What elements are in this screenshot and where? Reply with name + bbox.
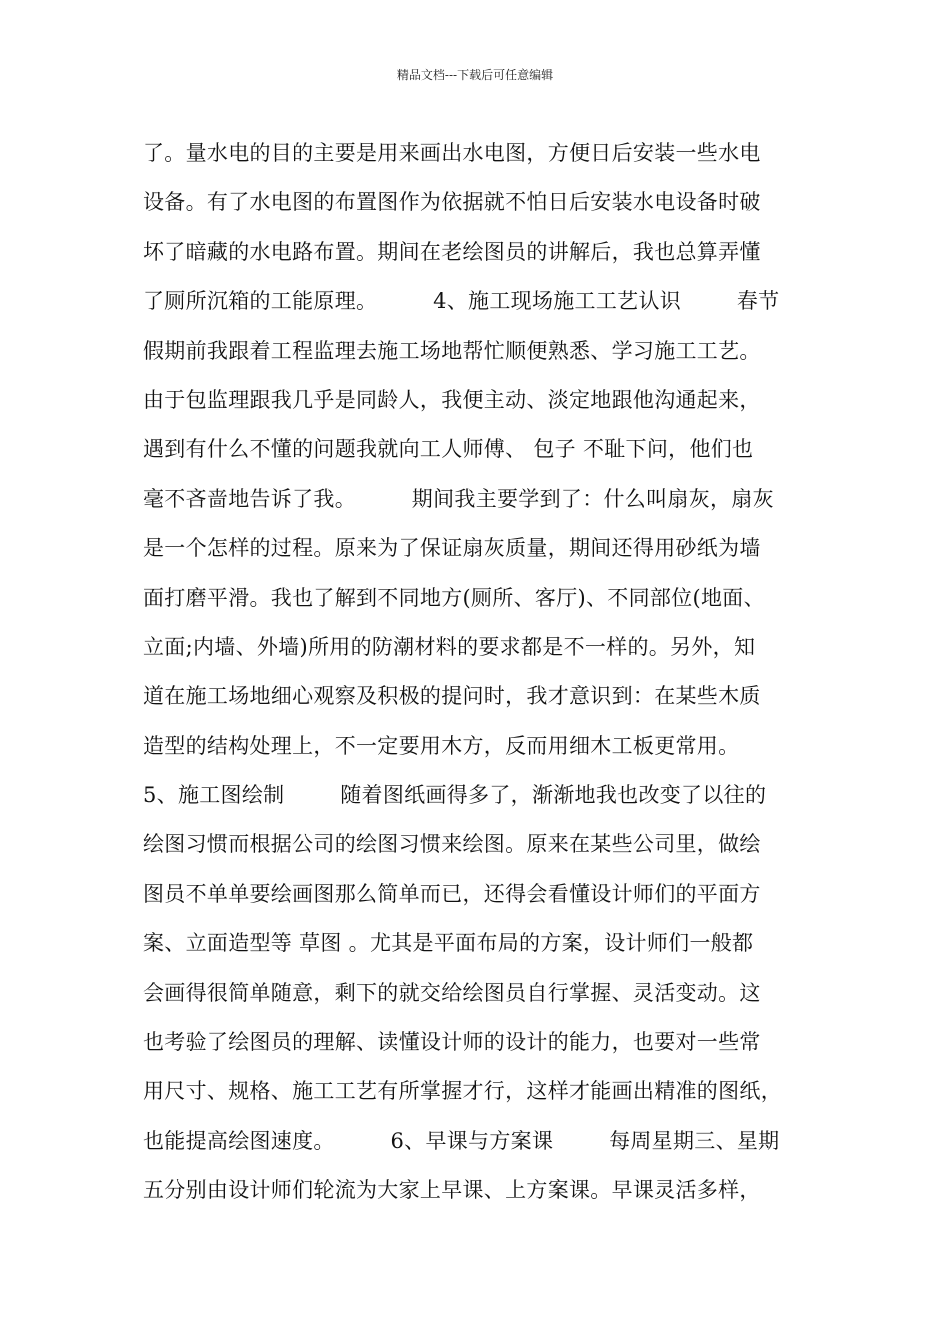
document-body [143,131,823,1218]
body-line: 了。量水电的目的主要是用来画出水电图，方便日后安装一些水电 [143,141,761,165]
body-line: 案、立面造型等 草图 。尤其是平面布局的方案，设计师们一般都 [143,931,754,956]
body-line: 造型的结构处理上，不一定要用木方，反而用细木工板更常用。 [143,733,740,758]
body-line: 也考验了绘图员的理解、读懂设计师的设计的能力，也要对一些常 [143,1030,761,1055]
body-line: 由于包监理跟我几乎是同龄人，我便主动、淡定地跟他沟通起来， [143,387,761,412]
body-line: 设备。有了水电图的布置图作为依据就不怕日后安装水电设备时破 [143,190,761,215]
body-line: 会画得很简单随意，剩下的就交给绘图员自行掌握、灵活变动。这 [143,980,761,1005]
body-line: 面打磨平滑。我也了解到不同地方(厕所、客厅)、不同部位(地面、 [143,585,765,610]
body-line: 假期前我跟着工程监理去施工场地帮忙顺便熟悉、学习施工工艺。 [143,338,761,363]
body-line: 立面;内墙、外墙)所用的防潮材料的要求都是不一样的。另外，知 [143,634,756,659]
page-header: 精品文档---下载后可任意编辑 [396,68,554,82]
body-line: 坏了暗藏的水电路布置。期间在老绘图员的讲解后，我也总算弄懂 [143,239,761,264]
body-line: 道在施工场地细心观察及积极的提问时，我才意识到：在某些木质 [143,684,761,709]
body-line: 也能提高绘图速度。 6、早课与方案课 每周星期三、星期 [143,1128,780,1153]
body-line: 五分别由设计师们轮流为大家上早课、上方案课。早课灵活多样， [143,1178,761,1203]
body-line: 5、施工图绘制 随着图纸画得多了，渐渐地我也改变了以往的 [143,783,767,808]
body-line: 绘图习惯而根据公司的绘图习惯来绘图。原来在某些公司里，做绘 [143,832,761,857]
body-line: 用尺寸、规格、施工工艺有所掌握才行，这样才能画出精准的图纸， [143,1079,782,1104]
body-line: 遇到有什么不懂的问题我就向工人师傅、 包子 不耻下问，他们也 [143,437,754,462]
body-line: 毫不吝啬地告诉了我。 期间我主要学到了：什么叫扇灰，扇灰 [143,486,774,511]
body-line: 了厕所沉箱的工能原理。 4、施工现场施工工艺认识 春节 [143,289,780,314]
body-line: 是一个怎样的过程。原来为了保证扇灰质量，期间还得用砂纸为墙 [143,536,761,561]
body-line: 图员不单单要绘画图那么简单而已，还得会看懂设计师们的平面方 [143,881,761,906]
